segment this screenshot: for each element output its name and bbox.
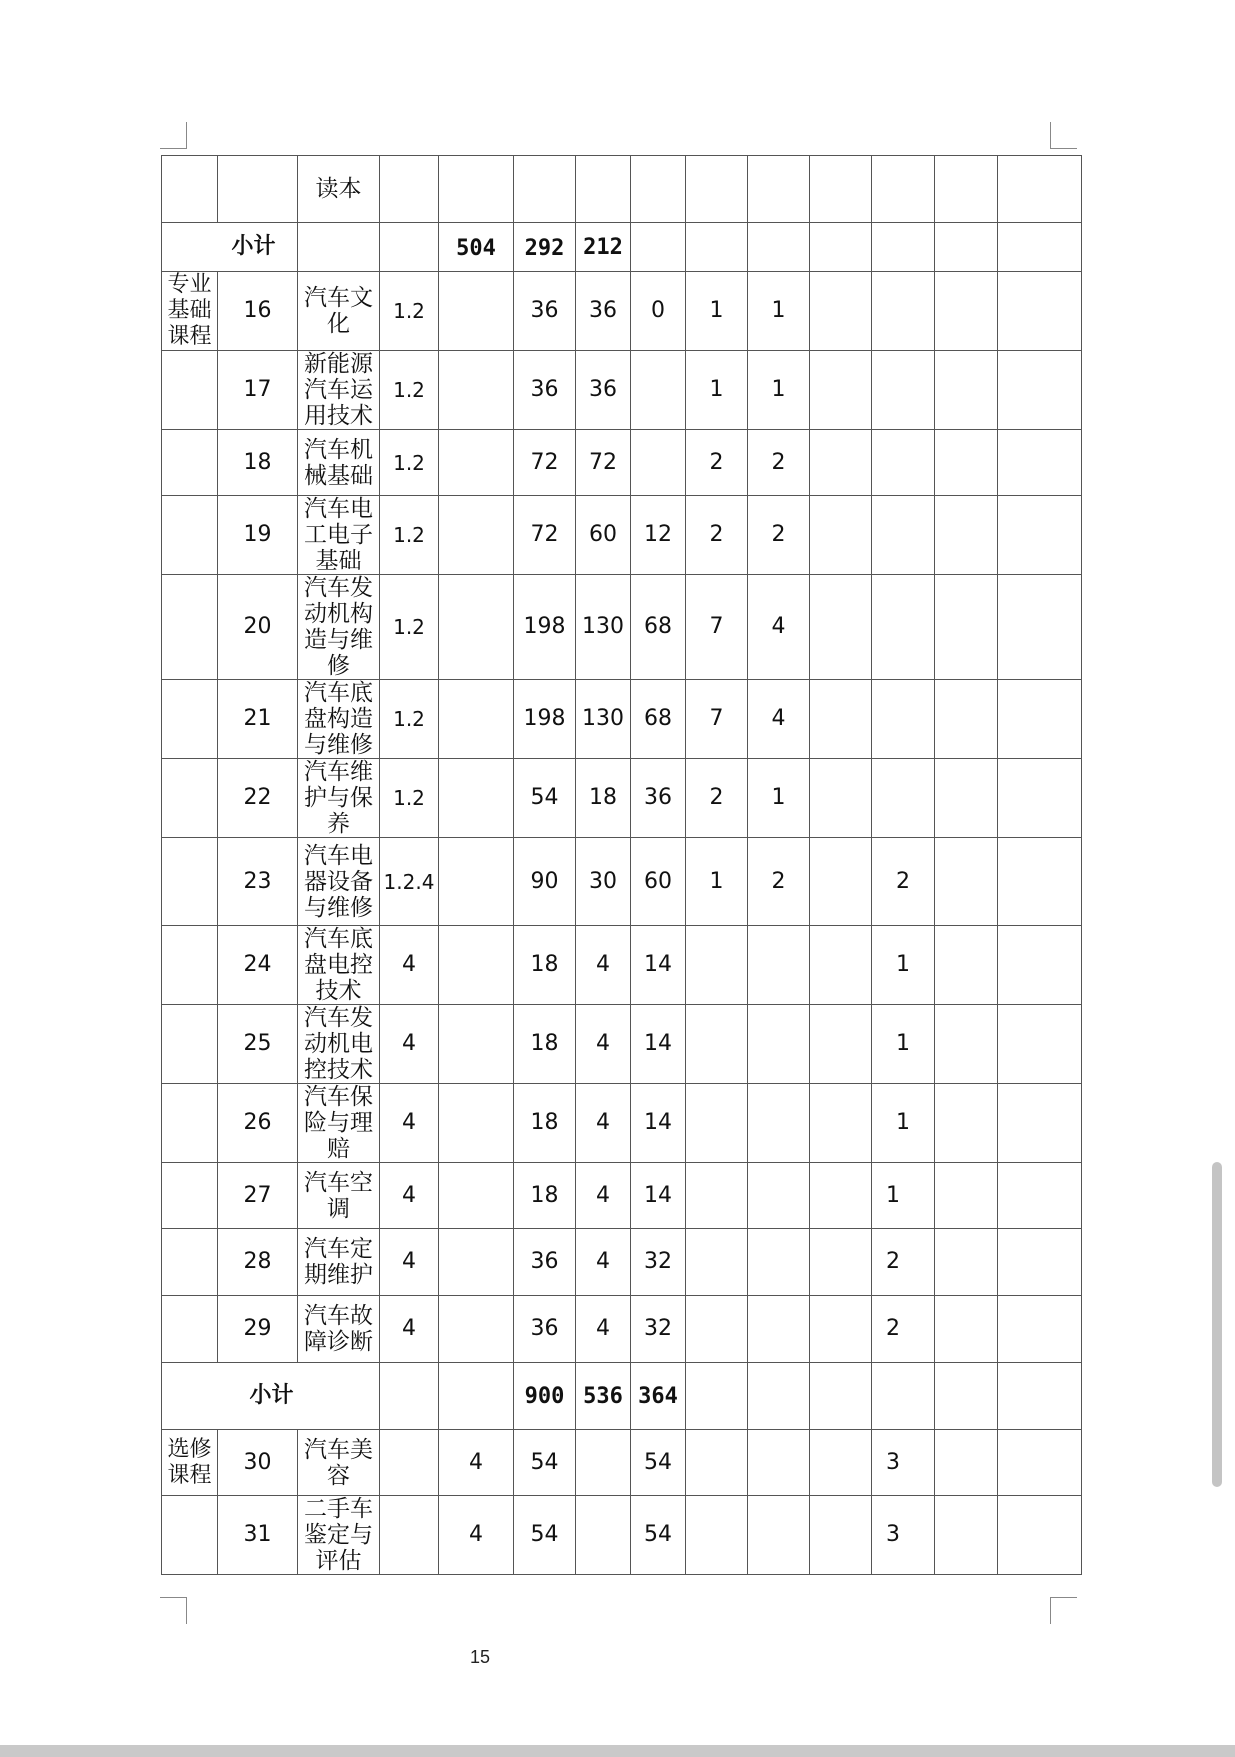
- cell-term-5: [935, 156, 998, 223]
- table-row: [162, 496, 1082, 575]
- cell-total-hours: 292: [514, 223, 576, 272]
- cell-category: [162, 838, 218, 926]
- cell-term-4: 1: [872, 1005, 935, 1084]
- cell-term-1: [686, 926, 748, 1005]
- table-row: [162, 838, 1082, 926]
- cell-theory-hours: [576, 156, 631, 223]
- cell-term-1: 1: [686, 351, 748, 430]
- cell-term-3: [810, 680, 872, 759]
- cell-term-1: 1: [686, 272, 748, 351]
- cell-term-6: [998, 272, 1082, 351]
- cell-semester: [380, 1363, 439, 1430]
- table-row: [162, 351, 1082, 430]
- cell-col5: [439, 759, 514, 838]
- cell-semester: 4: [380, 1229, 439, 1296]
- cell-term-4: [872, 759, 935, 838]
- subtotal-row: [162, 223, 1082, 272]
- cell-term-5: [935, 1005, 998, 1084]
- cell-subtotal-label: 小计: [162, 223, 298, 272]
- cell-practice-hours: [631, 351, 686, 430]
- cell-semester: [380, 1430, 439, 1496]
- cell-semester: 1.2.4: [380, 838, 439, 926]
- cell-term-5: [935, 926, 998, 1005]
- cell-term-6: [998, 1163, 1082, 1229]
- cell-practice-hours: 32: [631, 1229, 686, 1296]
- cell-col5: 504: [439, 223, 514, 272]
- cell-category: [162, 1496, 218, 1575]
- cell-index: 16: [218, 272, 298, 351]
- cell-total-hours: 36: [514, 1296, 576, 1363]
- cell-total-hours: 36: [514, 1229, 576, 1296]
- cell-term-6: [998, 1084, 1082, 1163]
- cell-course-name: 汽车保险与理赔: [298, 1084, 380, 1163]
- cell-category: [162, 1084, 218, 1163]
- cell-semester: 4: [380, 1005, 439, 1084]
- cell-total-hours: 72: [514, 496, 576, 575]
- cell-col5: [439, 1084, 514, 1163]
- cell-semester: 1.2: [380, 272, 439, 351]
- cell-practice-hours: 68: [631, 680, 686, 759]
- cell-col5: [439, 1229, 514, 1296]
- cell-course-name: 读本: [298, 156, 380, 223]
- cell-index: 19: [218, 496, 298, 575]
- cell-term-3: [810, 351, 872, 430]
- cell-term-5: [935, 223, 998, 272]
- cell-theory-hours: 36: [576, 272, 631, 351]
- cell-col5: [439, 1005, 514, 1084]
- crop-mark-bottom-left: [160, 1597, 187, 1624]
- cell-term-1: [686, 1296, 748, 1363]
- cell-term-1: [686, 1005, 748, 1084]
- cell-category: 选修课程: [162, 1430, 218, 1496]
- cell-theory-hours: [576, 1496, 631, 1575]
- cell-category: [162, 351, 218, 430]
- cell-term-2: 2: [748, 838, 810, 926]
- cell-col5: [439, 1363, 514, 1430]
- cell-practice-hours: 68: [631, 575, 686, 680]
- crop-mark-top-left: [160, 122, 187, 149]
- cell-practice-hours: 14: [631, 1084, 686, 1163]
- cell-category: [162, 1005, 218, 1084]
- cell-theory-hours: 536: [576, 1363, 631, 1430]
- cell-total-hours: 18: [514, 1163, 576, 1229]
- cell-term-2: 4: [748, 680, 810, 759]
- cell-term-3: [810, 1296, 872, 1363]
- cell-course-name: 汽车空调: [298, 1163, 380, 1229]
- cell-practice-hours: 14: [631, 1163, 686, 1229]
- cell-term-2: [748, 1163, 810, 1229]
- table-row: [162, 575, 1082, 680]
- bottom-bar: [0, 1745, 1235, 1757]
- cell-theory-hours: 212: [576, 223, 631, 272]
- cell-term-6: [998, 1005, 1082, 1084]
- cell-term-2: [748, 1430, 810, 1496]
- cell-term-3: [810, 272, 872, 351]
- cell-term-5: [935, 575, 998, 680]
- cell-term-4: [872, 680, 935, 759]
- cell-col5: [439, 680, 514, 759]
- cell-col5: [439, 1296, 514, 1363]
- cell-term-4: 3: [872, 1496, 935, 1575]
- cell-col5: [439, 575, 514, 680]
- cell-term-5: [935, 838, 998, 926]
- cell-term-4: [872, 496, 935, 575]
- table-row: [162, 1229, 1082, 1296]
- cell-term-3: [810, 926, 872, 1005]
- cell-term-2: 1: [748, 759, 810, 838]
- cell-term-1: 2: [686, 496, 748, 575]
- cell-term-6: [998, 1496, 1082, 1575]
- cell-term-1: [686, 223, 748, 272]
- cell-semester: 1.2: [380, 351, 439, 430]
- cell-semester: [380, 1496, 439, 1575]
- cell-course-name: 汽车定期维护: [298, 1229, 380, 1296]
- cell-course-name: 汽车电器设备与维修: [298, 838, 380, 926]
- cell-term-5: [935, 351, 998, 430]
- cell-total-hours: 54: [514, 1496, 576, 1575]
- table-row: [162, 156, 1082, 223]
- cell-term-6: [998, 156, 1082, 223]
- cell-total-hours: 18: [514, 1005, 576, 1084]
- cell-semester: 4: [380, 1163, 439, 1229]
- cell-term-6: [998, 1363, 1082, 1430]
- cell-term-2: [748, 1005, 810, 1084]
- cell-term-3: [810, 838, 872, 926]
- cell-practice-hours: [631, 223, 686, 272]
- cell-term-5: [935, 1363, 998, 1430]
- cell-index: 29: [218, 1296, 298, 1363]
- cell-term-5: [935, 496, 998, 575]
- cell-term-1: [686, 1084, 748, 1163]
- cell-theory-hours: [576, 1430, 631, 1496]
- cell-term-4: 2: [872, 838, 935, 926]
- cell-index: [218, 156, 298, 223]
- cell-col5: 4: [439, 1430, 514, 1496]
- cell-col5: [439, 926, 514, 1005]
- cell-semester: [380, 156, 439, 223]
- cell-practice-hours: [631, 156, 686, 223]
- cell-course-name: 汽车文化: [298, 272, 380, 351]
- cell-total-hours: [514, 156, 576, 223]
- cell-index: 20: [218, 575, 298, 680]
- cell-term-6: [998, 680, 1082, 759]
- cell-term-3: [810, 1005, 872, 1084]
- cell-course-name: 汽车底盘构造与维修: [298, 680, 380, 759]
- cell-term-3: [810, 575, 872, 680]
- cell-course-name: 汽车机械基础: [298, 430, 380, 496]
- cell-term-3: [810, 1430, 872, 1496]
- cell-category: [162, 430, 218, 496]
- cell-term-1: 2: [686, 430, 748, 496]
- cell-total-hours: 36: [514, 351, 576, 430]
- cell-semester: 4: [380, 926, 439, 1005]
- cell-course-name: 新能源汽车运用技术: [298, 351, 380, 430]
- cell-term-4: 2: [872, 1229, 935, 1296]
- cell-theory-hours: 72: [576, 430, 631, 496]
- cell-col5: [439, 351, 514, 430]
- subtotal-row: [162, 1363, 1082, 1430]
- cell-category: [162, 1296, 218, 1363]
- cell-term-6: [998, 1430, 1082, 1496]
- cell-term-2: [748, 926, 810, 1005]
- cell-index: 26: [218, 1084, 298, 1163]
- cell-term-1: 2: [686, 759, 748, 838]
- cell-semester: 4: [380, 1296, 439, 1363]
- cell-term-5: [935, 1296, 998, 1363]
- cell-practice-hours: 54: [631, 1430, 686, 1496]
- cell-term-3: [810, 1163, 872, 1229]
- cell-term-6: [998, 1229, 1082, 1296]
- cell-semester: 1.2: [380, 430, 439, 496]
- cell-col5: [439, 272, 514, 351]
- cell-course-name: 汽车电工电子基础: [298, 496, 380, 575]
- cell-index: 31: [218, 1496, 298, 1575]
- cell-total-hours: 18: [514, 926, 576, 1005]
- cell-total-hours: 36: [514, 272, 576, 351]
- cell-total-hours: 198: [514, 575, 576, 680]
- table-row: [162, 430, 1082, 496]
- cell-subtotal-label: 小计: [162, 1363, 380, 1430]
- cell-term-5: [935, 759, 998, 838]
- cell-col5: [439, 838, 514, 926]
- cell-theory-hours: 4: [576, 926, 631, 1005]
- cell-term-6: [998, 1296, 1082, 1363]
- table-row: [162, 1496, 1082, 1575]
- course-plan-table: [161, 155, 1082, 1575]
- cell-theory-hours: 60: [576, 496, 631, 575]
- cell-term-3: [810, 223, 872, 272]
- cell-semester: 1.2: [380, 759, 439, 838]
- cell-practice-hours: 364: [631, 1363, 686, 1430]
- cell-course-name: 汽车发动机构造与维修: [298, 575, 380, 680]
- cell-term-2: [748, 1363, 810, 1430]
- cell-term-4: [872, 272, 935, 351]
- cell-term-6: [998, 759, 1082, 838]
- cell-index: 21: [218, 680, 298, 759]
- cell-term-1: 1: [686, 838, 748, 926]
- cell-term-2: [748, 1496, 810, 1575]
- cell-term-4: [872, 430, 935, 496]
- cell-term-6: [998, 838, 1082, 926]
- cell-term-2: [748, 156, 810, 223]
- table-row: [162, 1163, 1082, 1229]
- cell-term-1: [686, 1163, 748, 1229]
- cell-term-5: [935, 1430, 998, 1496]
- cell-index: 30: [218, 1430, 298, 1496]
- cell-category: [162, 926, 218, 1005]
- cell-category: 专业基础课程: [162, 272, 218, 351]
- table-row: [162, 1084, 1082, 1163]
- cell-category: [162, 680, 218, 759]
- cell-term-4: 3: [872, 1430, 935, 1496]
- cell-semester: 4: [380, 1084, 439, 1163]
- cell-practice-hours: 60: [631, 838, 686, 926]
- cell-term-3: [810, 759, 872, 838]
- cell-total-hours: 54: [514, 1430, 576, 1496]
- cell-term-6: [998, 223, 1082, 272]
- cell-index: 23: [218, 838, 298, 926]
- cell-term-1: [686, 156, 748, 223]
- cell-term-5: [935, 1084, 998, 1163]
- cell-total-hours: 54: [514, 759, 576, 838]
- cell-semester: 1.2: [380, 496, 439, 575]
- cell-term-4: 1: [872, 926, 935, 1005]
- cell-practice-hours: 0: [631, 272, 686, 351]
- cell-term-6: [998, 430, 1082, 496]
- cell-total-hours: 90: [514, 838, 576, 926]
- cell-index: 28: [218, 1229, 298, 1296]
- cell-index: 18: [218, 430, 298, 496]
- cell-term-6: [998, 926, 1082, 1005]
- cell-category: [162, 156, 218, 223]
- cell-index: 17: [218, 351, 298, 430]
- cell-category: [162, 1163, 218, 1229]
- cell-index: 24: [218, 926, 298, 1005]
- cell-term-5: [935, 272, 998, 351]
- cell-term-5: [935, 1496, 998, 1575]
- cell-index: 27: [218, 1163, 298, 1229]
- cell-category: [162, 575, 218, 680]
- cell-col5: [439, 1163, 514, 1229]
- cell-course-name: [298, 223, 380, 272]
- cell-term-6: [998, 496, 1082, 575]
- cell-term-2: 2: [748, 430, 810, 496]
- cell-course-name: 汽车美容: [298, 1430, 380, 1496]
- cell-total-hours: 72: [514, 430, 576, 496]
- cell-course-name: 汽车底盘电控技术: [298, 926, 380, 1005]
- table-row: [162, 1296, 1082, 1363]
- table-row: [162, 680, 1082, 759]
- cell-theory-hours: 4: [576, 1229, 631, 1296]
- cell-theory-hours: 4: [576, 1163, 631, 1229]
- cell-term-3: [810, 1084, 872, 1163]
- cell-term-5: [935, 1229, 998, 1296]
- table-row: [162, 272, 1082, 351]
- cell-term-2: 1: [748, 351, 810, 430]
- cell-col5: [439, 156, 514, 223]
- cell-total-hours: 18: [514, 1084, 576, 1163]
- cell-practice-hours: 14: [631, 926, 686, 1005]
- cell-term-4: 1: [872, 1163, 935, 1229]
- cell-term-6: [998, 351, 1082, 430]
- table-row: [162, 759, 1082, 838]
- cell-term-3: [810, 156, 872, 223]
- page-number: 15: [469, 1647, 491, 1667]
- cell-theory-hours: 36: [576, 351, 631, 430]
- cell-term-2: 4: [748, 575, 810, 680]
- cell-semester: [380, 223, 439, 272]
- cell-term-4: [872, 223, 935, 272]
- cell-term-1: [686, 1229, 748, 1296]
- table-row: [162, 1005, 1082, 1084]
- cell-term-1: 7: [686, 575, 748, 680]
- cell-theory-hours: 4: [576, 1296, 631, 1363]
- cell-term-2: [748, 223, 810, 272]
- cell-term-2: [748, 1296, 810, 1363]
- crop-mark-bottom-right: [1050, 1597, 1077, 1624]
- cell-semester: 1.2: [380, 575, 439, 680]
- cell-course-name: 二手车鉴定与评估: [298, 1496, 380, 1575]
- cell-term-4: [872, 1363, 935, 1430]
- cell-term-3: [810, 1229, 872, 1296]
- cell-theory-hours: 18: [576, 759, 631, 838]
- cell-term-1: [686, 1430, 748, 1496]
- cell-term-1: 7: [686, 680, 748, 759]
- vertical-scrollbar[interactable]: [1212, 1162, 1222, 1487]
- cell-term-3: [810, 1496, 872, 1575]
- cell-theory-hours: 130: [576, 680, 631, 759]
- cell-category: [162, 1229, 218, 1296]
- cell-index: 22: [218, 759, 298, 838]
- cell-col5: [439, 496, 514, 575]
- cell-term-4: 2: [872, 1296, 935, 1363]
- cell-term-2: [748, 1229, 810, 1296]
- cell-term-6: [998, 575, 1082, 680]
- cell-term-2: 2: [748, 496, 810, 575]
- cell-category: [162, 759, 218, 838]
- cell-index: 25: [218, 1005, 298, 1084]
- cell-theory-hours: 4: [576, 1005, 631, 1084]
- cell-category: [162, 496, 218, 575]
- cell-practice-hours: 32: [631, 1296, 686, 1363]
- cell-course-name: 汽车维护与保养: [298, 759, 380, 838]
- cell-practice-hours: 54: [631, 1496, 686, 1575]
- cell-total-hours: 900: [514, 1363, 576, 1430]
- table-row: [162, 1430, 1082, 1496]
- table-row: [162, 926, 1082, 1005]
- cell-col5: 4: [439, 1496, 514, 1575]
- cell-term-5: [935, 1163, 998, 1229]
- cell-term-3: [810, 430, 872, 496]
- cell-term-2: 1: [748, 272, 810, 351]
- cell-term-4: [872, 351, 935, 430]
- cell-term-5: [935, 430, 998, 496]
- cell-term-5: [935, 680, 998, 759]
- cell-semester: 1.2: [380, 680, 439, 759]
- cell-term-1: [686, 1363, 748, 1430]
- cell-term-1: [686, 1496, 748, 1575]
- cell-term-3: [810, 1363, 872, 1430]
- cell-theory-hours: 30: [576, 838, 631, 926]
- cell-practice-hours: 12: [631, 496, 686, 575]
- cell-practice-hours: 36: [631, 759, 686, 838]
- cell-course-name: 汽车发动机电控技术: [298, 1005, 380, 1084]
- cell-term-3: [810, 496, 872, 575]
- cell-theory-hours: 130: [576, 575, 631, 680]
- cell-theory-hours: 4: [576, 1084, 631, 1163]
- cell-total-hours: 198: [514, 680, 576, 759]
- crop-mark-top-right: [1050, 122, 1077, 149]
- cell-practice-hours: 14: [631, 1005, 686, 1084]
- cell-course-name: 汽车故障诊断: [298, 1296, 380, 1363]
- cell-practice-hours: [631, 430, 686, 496]
- cell-term-4: [872, 575, 935, 680]
- cell-col5: [439, 430, 514, 496]
- cell-term-2: [748, 1084, 810, 1163]
- cell-term-4: [872, 156, 935, 223]
- cell-term-4: 1: [872, 1084, 935, 1163]
